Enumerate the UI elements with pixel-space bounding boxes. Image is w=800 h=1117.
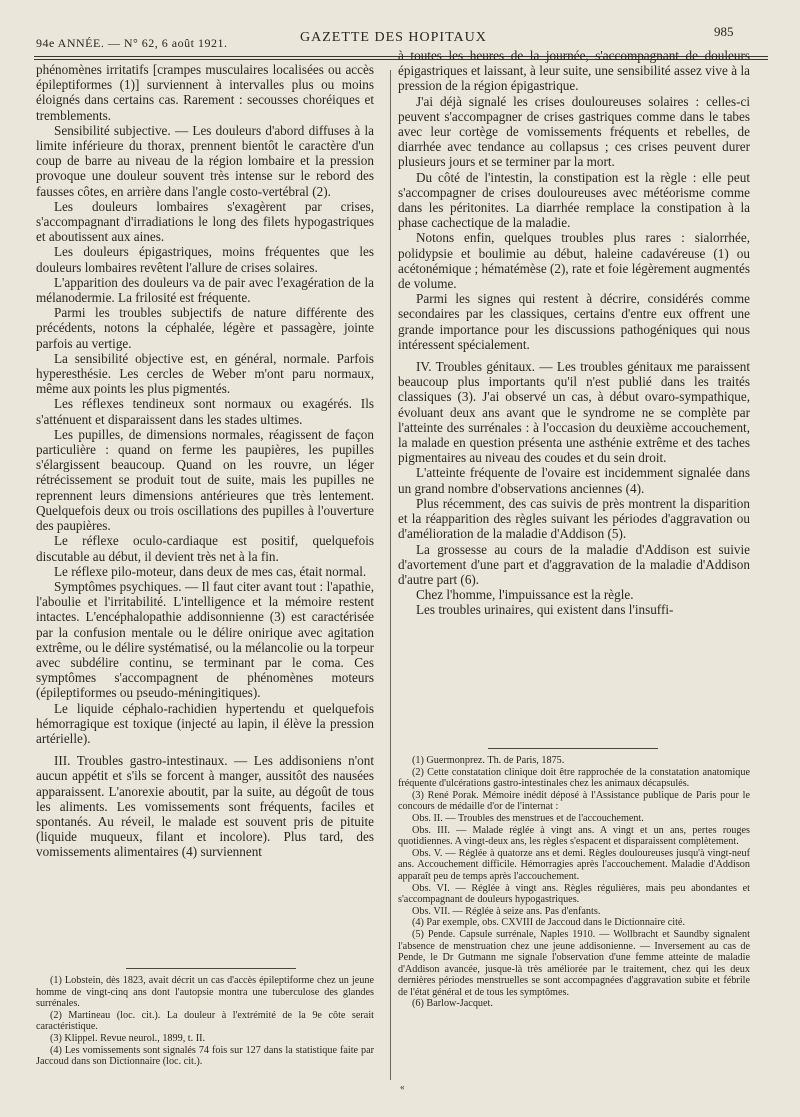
paragraph: Du côté de l'intestin, la constipation est la règle : elle peut s'accompagner de crises douloureuses avec météorisme comme dans les péritonites. La diarrhée remplace la constipation à la phase cachectique de la maladie. [398, 169, 750, 231]
issue-info: 94e ANNÉE. — N° 62, 6 août 1921. [36, 36, 228, 50]
footnote: (4) Les vomissements sont signalés 74 fois sur 127 dans la statistique faite par Jaccoud dans son Dictionnaire (loc. cit.). [36, 1044, 374, 1068]
column-divider [390, 70, 391, 1080]
footnote: Obs. VI. — Réglée à vingt ans. Règles régulières, mais peu abondantes et s'accompagnant de douleurs hypogastriques. [398, 882, 750, 906]
footnote: (4) Par exemple, obs. CXVIII de Jaccoud dans le Dictionnaire cité. [412, 917, 685, 929]
footnote: (5) Pende. Capsule surrénale, Naples 1910. — Wollbracht et Saundby signalent l'absence de menstruation chez une jeune addisonienne. — Inversement au cas de Pende, le Dr Gutmann me signale l'observation d'une femme atteinte de maladie d'Addison avancée, jusque-là très améliorée par le traitement, chez qui les deux dernières périodes menstruelles se sont accompagnées d'aggravation subite et fébrile de l'état général et de tous les symptômes. [398, 928, 750, 998]
paragraph: phénomènes irritatifs [crampes musculaires localisées ou accès épileptiformes (1)] surviennent à intervalles plus ou moins éloignés dans certains cas. Rarement : secousses choréiques et tremblements. [36, 62, 374, 123]
footnote: (3) Klippel. Revue neurol., 1899, t. II. [50, 1032, 206, 1044]
journal-title: GAZETTE DES HOPITAUX [300, 30, 487, 45]
footnote: Obs. III. — Malade réglée à vingt ans. A vingt et un ans, pertes rouges quotidiennes. A vingt-deux ans, les règles s'espacent et disparaissent complètement. [398, 824, 750, 848]
paragraph: Les pupilles, de dimensions normales, réagissent de façon particulière : quand on ferme les paupières, les pupilles s'élargissent beaucoup. Quand on les rouvre, un léger rétrécissement se produit tout de suite, mais les pupilles ne reprennent leurs dimensions antérieures que très lentement. Quelquefois deux ou trois oscillations des pupilles à l'ouverture des paupières. [36, 426, 374, 534]
footnote: Obs. II. — Troubles des menstrues et de l'accouchement. [412, 812, 644, 824]
right-column [398, 48, 750, 738]
paragraph: à toutes les heures de la journée, s'accompagnant de douleurs épigastriques et laissant, à leur suite, une sensibilité assez vive à la pression de la région épigastrique. [398, 48, 750, 94]
paragraph: Chez l'homme, l'impuissance est la règle. [416, 587, 634, 603]
paragraph: La sensibilité objective est, en général, normale. Parfois hyperesthésie. Les cercles de Weber m'ont paru normaux, même aux points les plus pigmentés. [36, 350, 374, 397]
page-number: 985 [714, 24, 734, 39]
paragraph: Le réflexe pilo-moteur, dans deux de mes cas, était normal. [54, 563, 367, 579]
footnote: (6) Barlow-Jacquet. [412, 998, 493, 1010]
bottom-mark: « [400, 1082, 405, 1092]
footnote: Obs. VII. — Réglée à seize ans. Pas d'enfants. [412, 905, 601, 917]
footnote: (2) Martineau (loc. cit.). La douleur à l'extrémité de la 9e côte serait caractéristique. [36, 1009, 374, 1033]
right-footnotes [398, 748, 750, 1010]
footnote: (1) Guermonprez. Th. de Paris, 1875. [412, 755, 565, 766]
paragraph: Le réflexe oculo-cardiaque est positif, quelquefois discutable au début, il devient très net à la fin. [36, 533, 374, 564]
paragraph: Les douleurs épigastriques, moins fréquentes que les douleurs lombaires revêtent l'allure de crises solaires. [36, 244, 374, 275]
paragraph: Les douleurs lombaires s'exagèrent par crises, s'accompagnant d'irradiations le long des filets hypogastriques et aboutissent aux aines. [36, 198, 374, 245]
paragraph: Le liquide céphalo-rachidien hypertendu et quelquefois hémorragique est toxique (injecté au lapin, il élève la pression artérielle). [36, 700, 374, 746]
paragraph: Symptômes psychiques. — Il faut citer avant tout : l'apathie, l'aboulie et l'irritabilité. L'intelligence et la mémoire restent intactes. L'encéphalopathie addisonnienne (3) est caractérisée par la confusion mentale ou le délire onirique avec agitation extrême, ou le délire systématisé, ou la mélancolie ou la torpeur avec subdélire continu, se terminant par le coma. Ces symptômes s'accompagnent de phénomènes moteurs (épileptiformes ou pseudo-méningitiques). [36, 578, 374, 701]
footnote: (2) Cette constatation clinique doit être rapprochée de la constatation anatomique fréquente d'ulcérations gastro-intestinales chez les animaux décapsulés. [398, 766, 750, 790]
paragraph: Les réflexes tendineux sont normaux ou exagérés. Ils s'atténuent et disparaissent dans les stades ultimes. [36, 396, 374, 427]
footnote: Obs. V. — Réglée à quatorze ans et demi. Règles douloureuses jusqu'à vingt-neuf ans. Accouchement difficile. Hémorragies après l'accouchement. Maladie d'Addison apparaît peu de temps après l'accouchement. [398, 847, 750, 882]
paragraph: L'apparition des douleurs va de pair avec l'exagération de la mélanodermie. La frilosité est fréquente. [36, 274, 374, 306]
paragraph: Les troubles urinaires, qui existent dans l'insuffi- [416, 602, 674, 618]
section-paragraph: IV. Troubles génitaux. — Les troubles génitaux me paraissent beaucoup plus importants qu'il n'est publié dans les traités classiques (3). J'ai observé un cas, à début ovaro-sympathique, évoluant deux ans avant que le syndrome ne se complète par l'atteinte des surrénales : à l'occasion du deuxième accouchement, la malade en question présenta une asthénie extrême et des taches pigmentaires au niveau des coudes et du sein droit. [398, 359, 750, 466]
paragraph: Parmi les troubles subjectifs de nature différente des précédents, notons la céphalée, légère et passagère, jointe parfois au vertige. [36, 305, 374, 351]
footnote-rule [126, 968, 296, 969]
paragraph: J'ai déjà signalé les crises douloureuses solaires : celles-ci peuvent s'accompagner de crises gastriques comme dans le tabes avec leur cortège de vomissements fréquents et rebelles, de diarrhée avec tendance au collapsus ; ces crises peuvent durer plusieurs jours et se terminer par la mort. [398, 93, 750, 170]
paragraph: Plus récemment, des cas suivis de près montrent la disparition et la réapparition des règles suivant les périodes d'aggravation ou d'amélioration de la maladie d'Addison (5). [398, 495, 750, 542]
section-paragraph: III. Troubles gastro-intestinaux. — Les addisoniens n'ont aucun appétit et s'ils se forcent à manger, aussitôt des nausées apparaissent. L'anorexie aboutit, par la suite, au dégoût de tous les aliments. Les vomissements sont fréquents, faciles et spontanés. Au réveil, le malade est souvent pris de pituite (liquide muqueux, filant et incolore). Plus tard, des vomissements alimentaires (4) surviennent [36, 753, 374, 860]
footnote-rule [488, 748, 658, 749]
left-footnotes [36, 968, 374, 1068]
paragraph: Sensibilité subjective. — Les douleurs d'abord diffuses à la limite inférieure du thorax, prennent bientôt le caractère d'un coup de barre au niveau de la région lombaire et la pression provoque une douleur souvent très intense sur le rebord des fausses côtes, en arrière dans l'angle costo-vertébral (2). [36, 122, 374, 199]
footnote: (1) Lobstein, dès 1823, avait décrit un cas d'accès épileptiforme chez un jeune homme de vingt-cinq ans dont l'autopsie montra une tuberculose des glandes surrénales. [36, 975, 374, 1010]
left-column [36, 62, 374, 962]
paragraph: Notons enfin, quelques troubles plus rares : sialorrhée, polidypsie et boulimie au début, haleine cadavéreuse (1) ou acétonémique ; hématémèse (2), rate et foie légèrement augmentés de volume. [398, 230, 750, 292]
paragraph: La grossesse au cours de la maladie d'Addison est suivie d'avortement d'une part et d'aggravation de la maladie d'Addison d'autre part (6). [398, 541, 750, 587]
paragraph: Parmi les signes qui restent à décrire, considérés comme secondaires par les classiques, certains d'entre eux offrent une grande importance pour les discussions pathogéniques qui nous intéressent spécialement. [398, 291, 750, 352]
footnote: (3) René Porak. Mémoire inédit déposé à l'Assistance publique de Paris pour le concours de médaille d'or de l'internat : [398, 789, 750, 813]
left-column-body [36, 62, 374, 962]
paragraph: L'atteinte fréquente de l'ovaire est incidemment signalée dans un grand nombre d'observations anciennes (4). [398, 465, 750, 496]
right-column-body [398, 48, 750, 738]
